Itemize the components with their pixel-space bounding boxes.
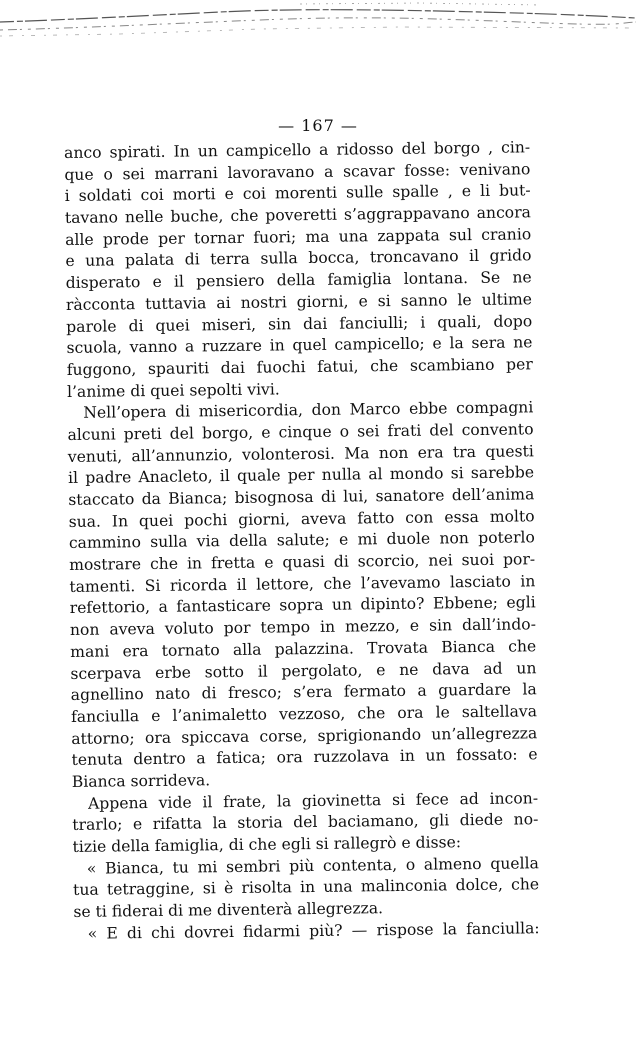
text-line: e una palata di terra sulla bocca, troncavano il grido <box>65 246 532 271</box>
text-line: ràcconta tuttavia ai nostri giorni, e si sanno le ultime <box>65 290 533 314</box>
text-line: agnellino nato di fresco; s’era fermato a guardare la <box>70 680 537 705</box>
text-line: sua. In quei pochi giorni, aveva fatto con essa molto <box>68 506 535 531</box>
text-line: trarlo; e rifatta la storia del baciamano, gli diede no- <box>72 810 539 835</box>
text-line: fanciulla e l’animaletto vezzoso, che ora le saltellava <box>70 702 538 726</box>
text-line: tavano nelle buche, che poveretti s’aggrappavano ancora <box>64 203 531 228</box>
scan-top-edge <box>0 0 636 40</box>
text-line: Bianca sorrideva. <box>71 771 211 791</box>
text-line: l’anime di quei sepolti vivi. <box>66 379 280 401</box>
text-line: tizie della famiglia, di che egli si rallegrò e disse: <box>72 833 462 856</box>
text-line: anco spirati. In un campicello a ridosso del borgo , cin- <box>64 138 531 162</box>
text-line: il padre Anacleto, il quale per nulla al mondo si sarebbe <box>67 463 535 488</box>
text-line: Nell’opera di misericordia, don Marco ebbe compagni <box>83 398 534 423</box>
text-line: non aveva voluto por tempo in mezzo, e sin dall’indo- <box>69 615 537 640</box>
text-line: venuti, all’annunzio, volonterosi. Ma non era tra questi <box>67 441 534 466</box>
text-line: « Bianca, tu mi sembri più contenta, o almeno quella <box>86 853 539 878</box>
text-line: cammino sulla via della salute; e mi duole non poterlo <box>68 528 535 553</box>
text-line: refettorio, a fantasticare sopra un dipinto? Ebbene; egli <box>69 593 536 618</box>
text-line: disperato e il pensiero della famiglia lontana. Se ne <box>65 268 532 293</box>
text-line: se ti fiderai di me diventerà allegrezza. <box>73 899 384 922</box>
text-line: tamenti. Si ricorda il lettore, che l’avevamo lasciato in <box>69 572 536 596</box>
text-line: que o sei marrani lavoravano a scavar fosse: venivano <box>64 159 531 184</box>
text-line: fuggono, spauriti dai fuochi fatui, che scambiano per <box>66 355 533 379</box>
page-number: — 167 — <box>278 116 358 135</box>
text-line: tenuta dentro a fatica; ora ruzzolava in un fossato: e <box>71 745 538 770</box>
text-line: « E di chi dovrei fidarmi più? — rispose la fanciulla: <box>87 918 540 943</box>
text-line: mani era tornato alla palazzina. Trovata Bianca che <box>70 637 537 661</box>
text-line: scuola, vanno a ruzzare in quel campicello; e la sera ne <box>66 333 533 358</box>
text-line: Appena vide il frate, la giovinetta si fece ad incon- <box>87 788 539 813</box>
text-line: attorno; ora spiccava corse, sprigionando un’allegrezza <box>71 723 538 748</box>
text-line: staccato da Bianca; bisognosa di lui, sanatore dell’anima <box>68 485 535 509</box>
text-line: parole di quei miseri, sin dai fanciulli; i quali, dopo <box>66 311 533 336</box>
text-line: scerpava erbe sotto il pergolato, e ne dava ad un <box>70 658 537 683</box>
text-line: alle prode per tornar fuori; ma una zappata sul cranio <box>65 225 532 249</box>
text-line: alcuni preti del borgo, e cinque o sei frati del convento <box>67 420 534 444</box>
text-line: mostrare che in fretta e quasi di scorcio, nei suoi por- <box>69 550 536 575</box>
body-text <box>64 137 540 945</box>
text-line: i soldati coi morti e coi morenti sulle spalle , e li but- <box>64 181 531 206</box>
text-line: tua tetraggine, si è risolta in una malinconia dolce, che <box>73 875 540 900</box>
